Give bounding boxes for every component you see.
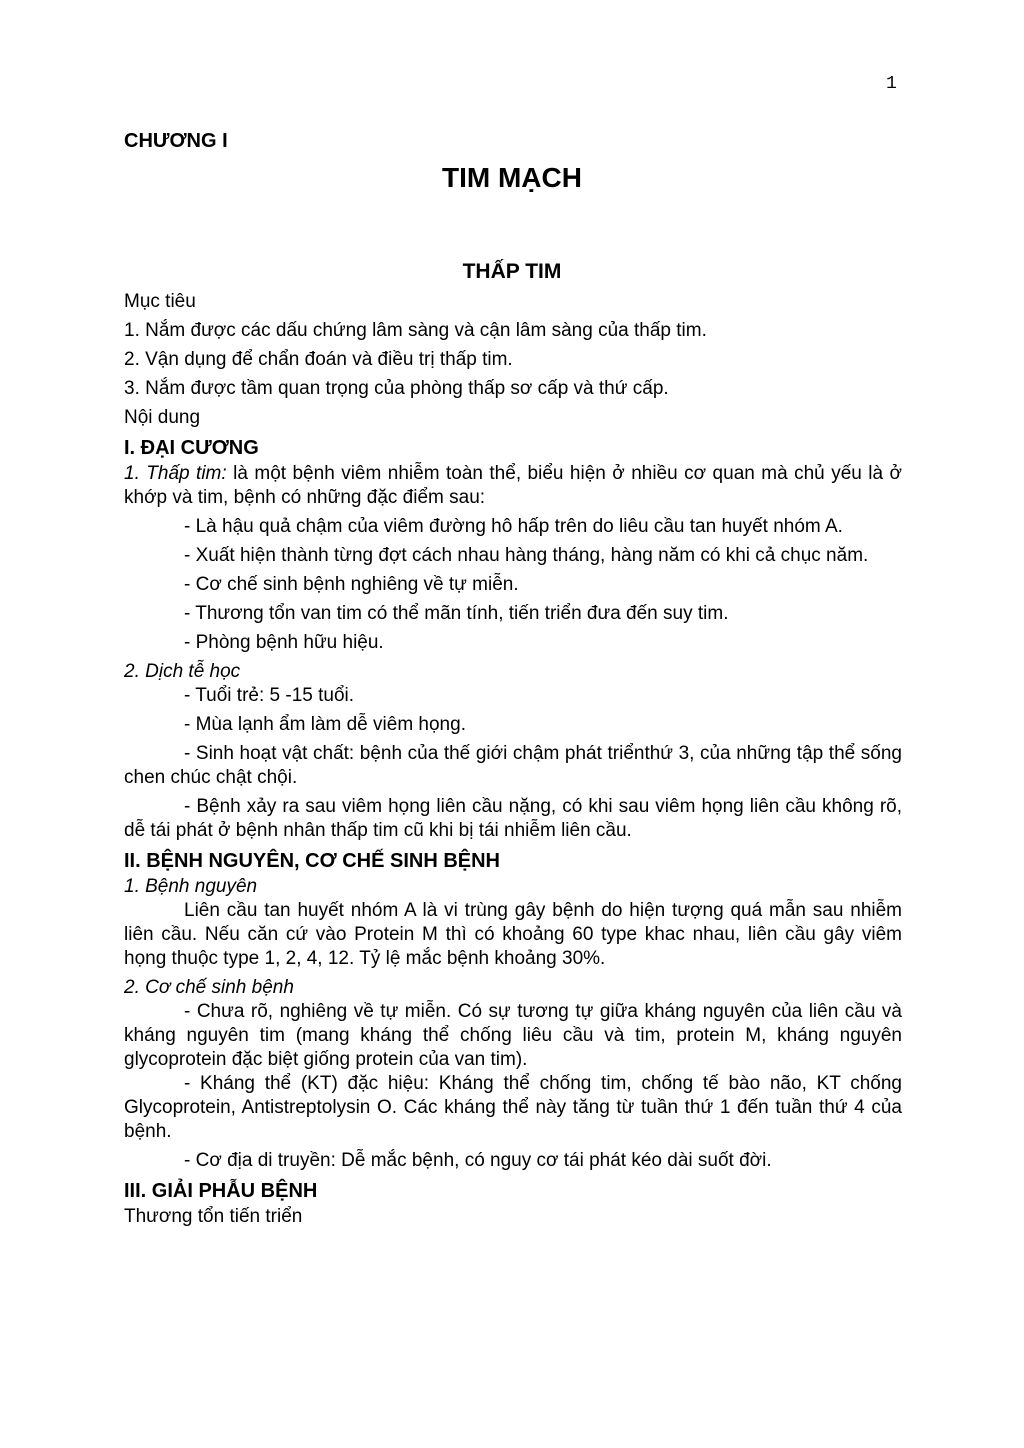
paragraph (124, 462, 902, 510)
section-title: THẤP TIM (462, 260, 562, 283)
chapter-label: CHƯƠNG I (124, 130, 228, 152)
objectives-heading: Mục tiêu (124, 291, 196, 312)
subsection-heading: 2. Cơ chế sinh bệnh (124, 977, 294, 998)
bullet-item: - Sinh hoạt vật chất: bệnh của thế giới chậm phát triểnthứ 3, của những tập thể sống chen chúc chật chội. (124, 743, 902, 788)
page-number: 1 (886, 74, 897, 94)
paragraph-text: là một bệnh viêm nhiễm toàn thể, biểu hiện ở nhiều cơ quan mà chủ yếu là ở khớp và tim, bệnh có những đặc điểm sau: (124, 463, 902, 508)
section-heading: I. ĐẠI CƯƠNG (124, 437, 259, 459)
bullet-item: - Cơ địa di truyền: Dễ mắc bệnh, có nguy cơ tái phát kéo dài suốt đời. (184, 1150, 772, 1171)
bullet-item: - Phòng bệnh hữu hiệu. (184, 632, 384, 653)
objective-item: 2. Vận dụng để chẩn đoán và điều trị thấp tim. (124, 349, 513, 370)
content-heading: Nội dung (124, 407, 201, 428)
objective-item: 3. Nắm được tầm quan trọng của phòng thấp sơ cấp và thứ cấp. (124, 378, 669, 399)
subsection-heading: 1. Bệnh nguyên (124, 876, 258, 897)
section-heading: II. BỆNH NGUYÊN, CƠ CHẾ SINH BỆNH (124, 850, 500, 872)
main-title: TIM MẠCH (442, 162, 582, 193)
paragraph: Thương tổn tiến triển (124, 1206, 303, 1227)
paragraph: Liên cầu tan huyết nhóm A là vi trùng gây bệnh do hiện tượng quá mẫn sau nhiễm liên cầu. Nếu căn cứ vào Protein M thì có khoảng 60 type khac nhau, liên cầu gây viêm họng thuộc type 1, 2, 4, 12. Tỷ lệ mắc bệnh khoảng 30%. (124, 900, 902, 969)
bullet-item: - Là hậu quả chậm của viêm đường hô hấp trên do liêu cầu tan huyết nhóm A. (184, 516, 843, 537)
subsection-label: 1. Thấp tim: (124, 463, 227, 484)
section-heading: III. GIẢI PHẪU BỆNH (124, 1180, 318, 1202)
bullet-item: - Thương tổn van tim có thể mãn tính, tiến triển đưa đến suy tim. (184, 603, 729, 624)
bullet-item: - Kháng thể (KT) đặc hiệu: Kháng thể chống tim, chống tế bào não, KT chống Glycoprotein, Antistreptolysin O. Các kháng thể này tăng từ tuần thứ 1 đến tuần thứ 4 của bệnh. (124, 1073, 902, 1142)
bullet-item: - Mùa lạnh ẩm làm dễ viêm họng. (184, 714, 466, 735)
objective-item: 1. Nắm được các dấu chứng lâm sàng và cận lâm sàng của thấp tim. (124, 320, 707, 341)
subsection-heading: 2. Dịch tễ học (124, 661, 241, 682)
bullet-item: - Cơ chế sinh bệnh nghiêng về tự miễn. (184, 574, 519, 595)
bullet-item: - Bệnh xảy ra sau viêm họng liên cầu nặng, có khi sau viêm họng liên cầu không rõ, dễ tái phát ở bệnh nhân thấp tim cũ khi bị tái nhiễm liên cầu. (124, 796, 902, 841)
bullet-item: - Chưa rõ, nghiêng về tự miễn. Có sự tương tự giữa kháng nguyên của liên cầu và kháng nguyên tim (mang kháng thể chống liêu cầu và tim, protein M, kháng nguyên glycoprotein đặc biệt giống protein của van tim). (124, 1001, 902, 1070)
bullet-item: - Xuất hiện thành từng đợt cách nhau hàng tháng, hàng năm có khi cả chục năm. (184, 545, 869, 566)
document-body (124, 290, 902, 1229)
bullet-item: - Tuổi trẻ: 5 -15 tuổi. (184, 685, 355, 706)
